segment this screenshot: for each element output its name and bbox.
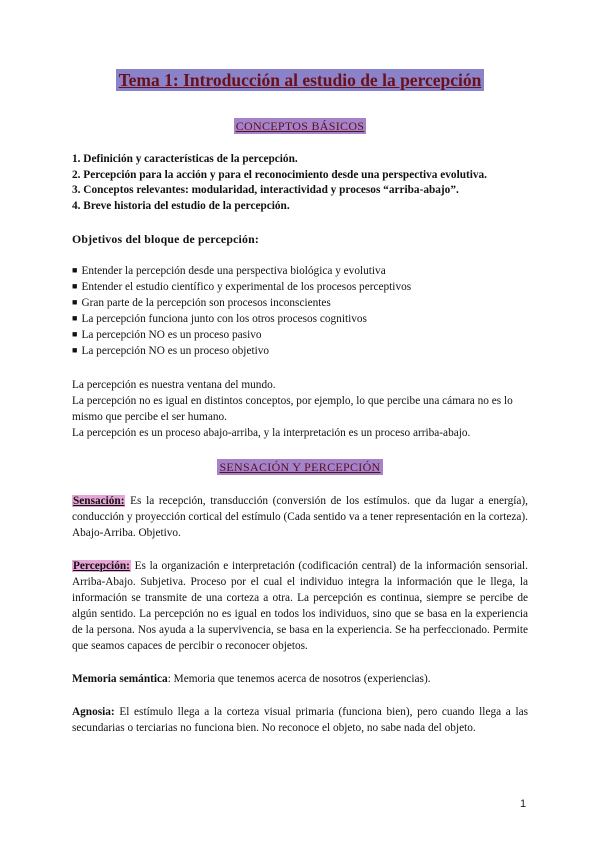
objective-item <box>72 327 528 343</box>
document-title-block <box>72 70 528 91</box>
objective-text: La percepción funciona junto con los otros procesos cognitivos <box>81 313 367 325</box>
definition-text: : Memoria que tenemos acerca de nosotros (experiencias). <box>167 673 431 685</box>
term-percepcion: Percepción: <box>73 560 130 572</box>
square-bullet-icon: ■ <box>72 281 78 291</box>
definition-text: El estímulo llega a la corteza visual primaria (funciona bien), pero cuando llega a las secundarias o terciarias no funciona bien. No reconoce el objeto, no sabe nada del objeto. <box>72 706 528 734</box>
objective-text: La percepción NO es un proceso objetivo <box>81 345 270 357</box>
objective-text: Entender el estudio científico y experimental de los procesos perceptivos <box>81 281 412 293</box>
objective-item <box>72 279 528 295</box>
topic-item: 1. Definición y características de la percepción. <box>72 153 298 165</box>
square-bullet-icon: ■ <box>72 345 78 355</box>
topic-item: 2. Percepción para la acción y para el reconocimiento desde una perspectiva evolutiva. <box>72 168 488 181</box>
objective-item <box>72 263 528 279</box>
objectives-title: Objetivos del bloque de percepción: <box>72 232 260 246</box>
square-bullet-icon: ■ <box>72 265 78 275</box>
document-title: Tema 1: Introducción al estudio de la percepción <box>116 69 485 91</box>
definition-agnosia <box>72 704 528 736</box>
definition-text: Es la organización e interpretación (codificación central) de la información sensorial. Arriba-Abajo. Subjetiva. Proceso por el cual el individuo integra la información que le llega, la información se transmite de una corteza a otra. La percepción es continua, siempre se percibe de algún sentido. La percepción no es igual en todos los individuos, sino que se basa en la experiencia de la persona. Nos ayuda a la supervivencia, se basa en la experiencia. Se ha perfeccionado. Permite que seamos capaces de percibir o reconocer objetos. <box>72 560 528 652</box>
topic-item: 3. Conceptos relevantes: modularidad, interactividad y procesos “arriba-abajo”. <box>72 184 459 196</box>
section-heading-sensacion <box>72 458 528 476</box>
topic-item: 4. Breve historia del estudio de la percepción. <box>72 199 290 212</box>
square-bullet-icon: ■ <box>72 297 78 307</box>
objectives-list <box>72 263 528 359</box>
definition-sensacion <box>72 493 528 541</box>
page-number: 1 <box>520 798 527 810</box>
term-agnosia: Agnosia: <box>72 706 115 718</box>
objective-item <box>72 311 528 327</box>
objective-text: Entender la percepción desde una perspectiva biológica y evolutiva <box>81 265 386 277</box>
document-page <box>72 70 528 736</box>
square-bullet-icon: ■ <box>72 329 78 339</box>
definition-percepcion <box>72 558 528 654</box>
objective-item <box>72 295 528 311</box>
term-sensacion: Sensación: <box>73 495 125 507</box>
section-heading-label: CONCEPTOS BÁSICOS <box>235 119 365 133</box>
intro-paragraph: La percepción es un proceso abajo-arriba, y la interpretación es un proceso arriba-abajo. <box>72 427 471 439</box>
intro-paragraph: La percepción es nuestra ventana del mundo. <box>72 379 276 391</box>
term-memoria: Memoria semántica <box>72 673 168 685</box>
square-bullet-icon: ■ <box>72 313 78 323</box>
objective-text: La percepción NO es un proceso pasivo <box>81 329 262 341</box>
objective-text: Gran parte de la percepción son procesos inconscientes <box>81 297 331 309</box>
section-heading-label: SENSACIÓN Y PERCEPCIÓN <box>219 460 381 474</box>
definition-text: Es la recepción, transducción (conversión de los estímulos. que da lugar a energía), conducción y proyección cortical del estímulo (Cada sentido va a tener representación en la corteza). Abajo-Arriba. Objetivo. <box>72 495 528 539</box>
objective-item <box>72 343 528 359</box>
section-heading-conceptos <box>72 117 528 135</box>
intro-paragraph: La percepción no es igual en distintos conceptos, por ejemplo, lo que percibe una cámara no es lo mismo que percibe el ser humano. <box>72 395 513 423</box>
definition-memoria <box>72 671 528 687</box>
numbered-topic-list <box>72 152 528 214</box>
